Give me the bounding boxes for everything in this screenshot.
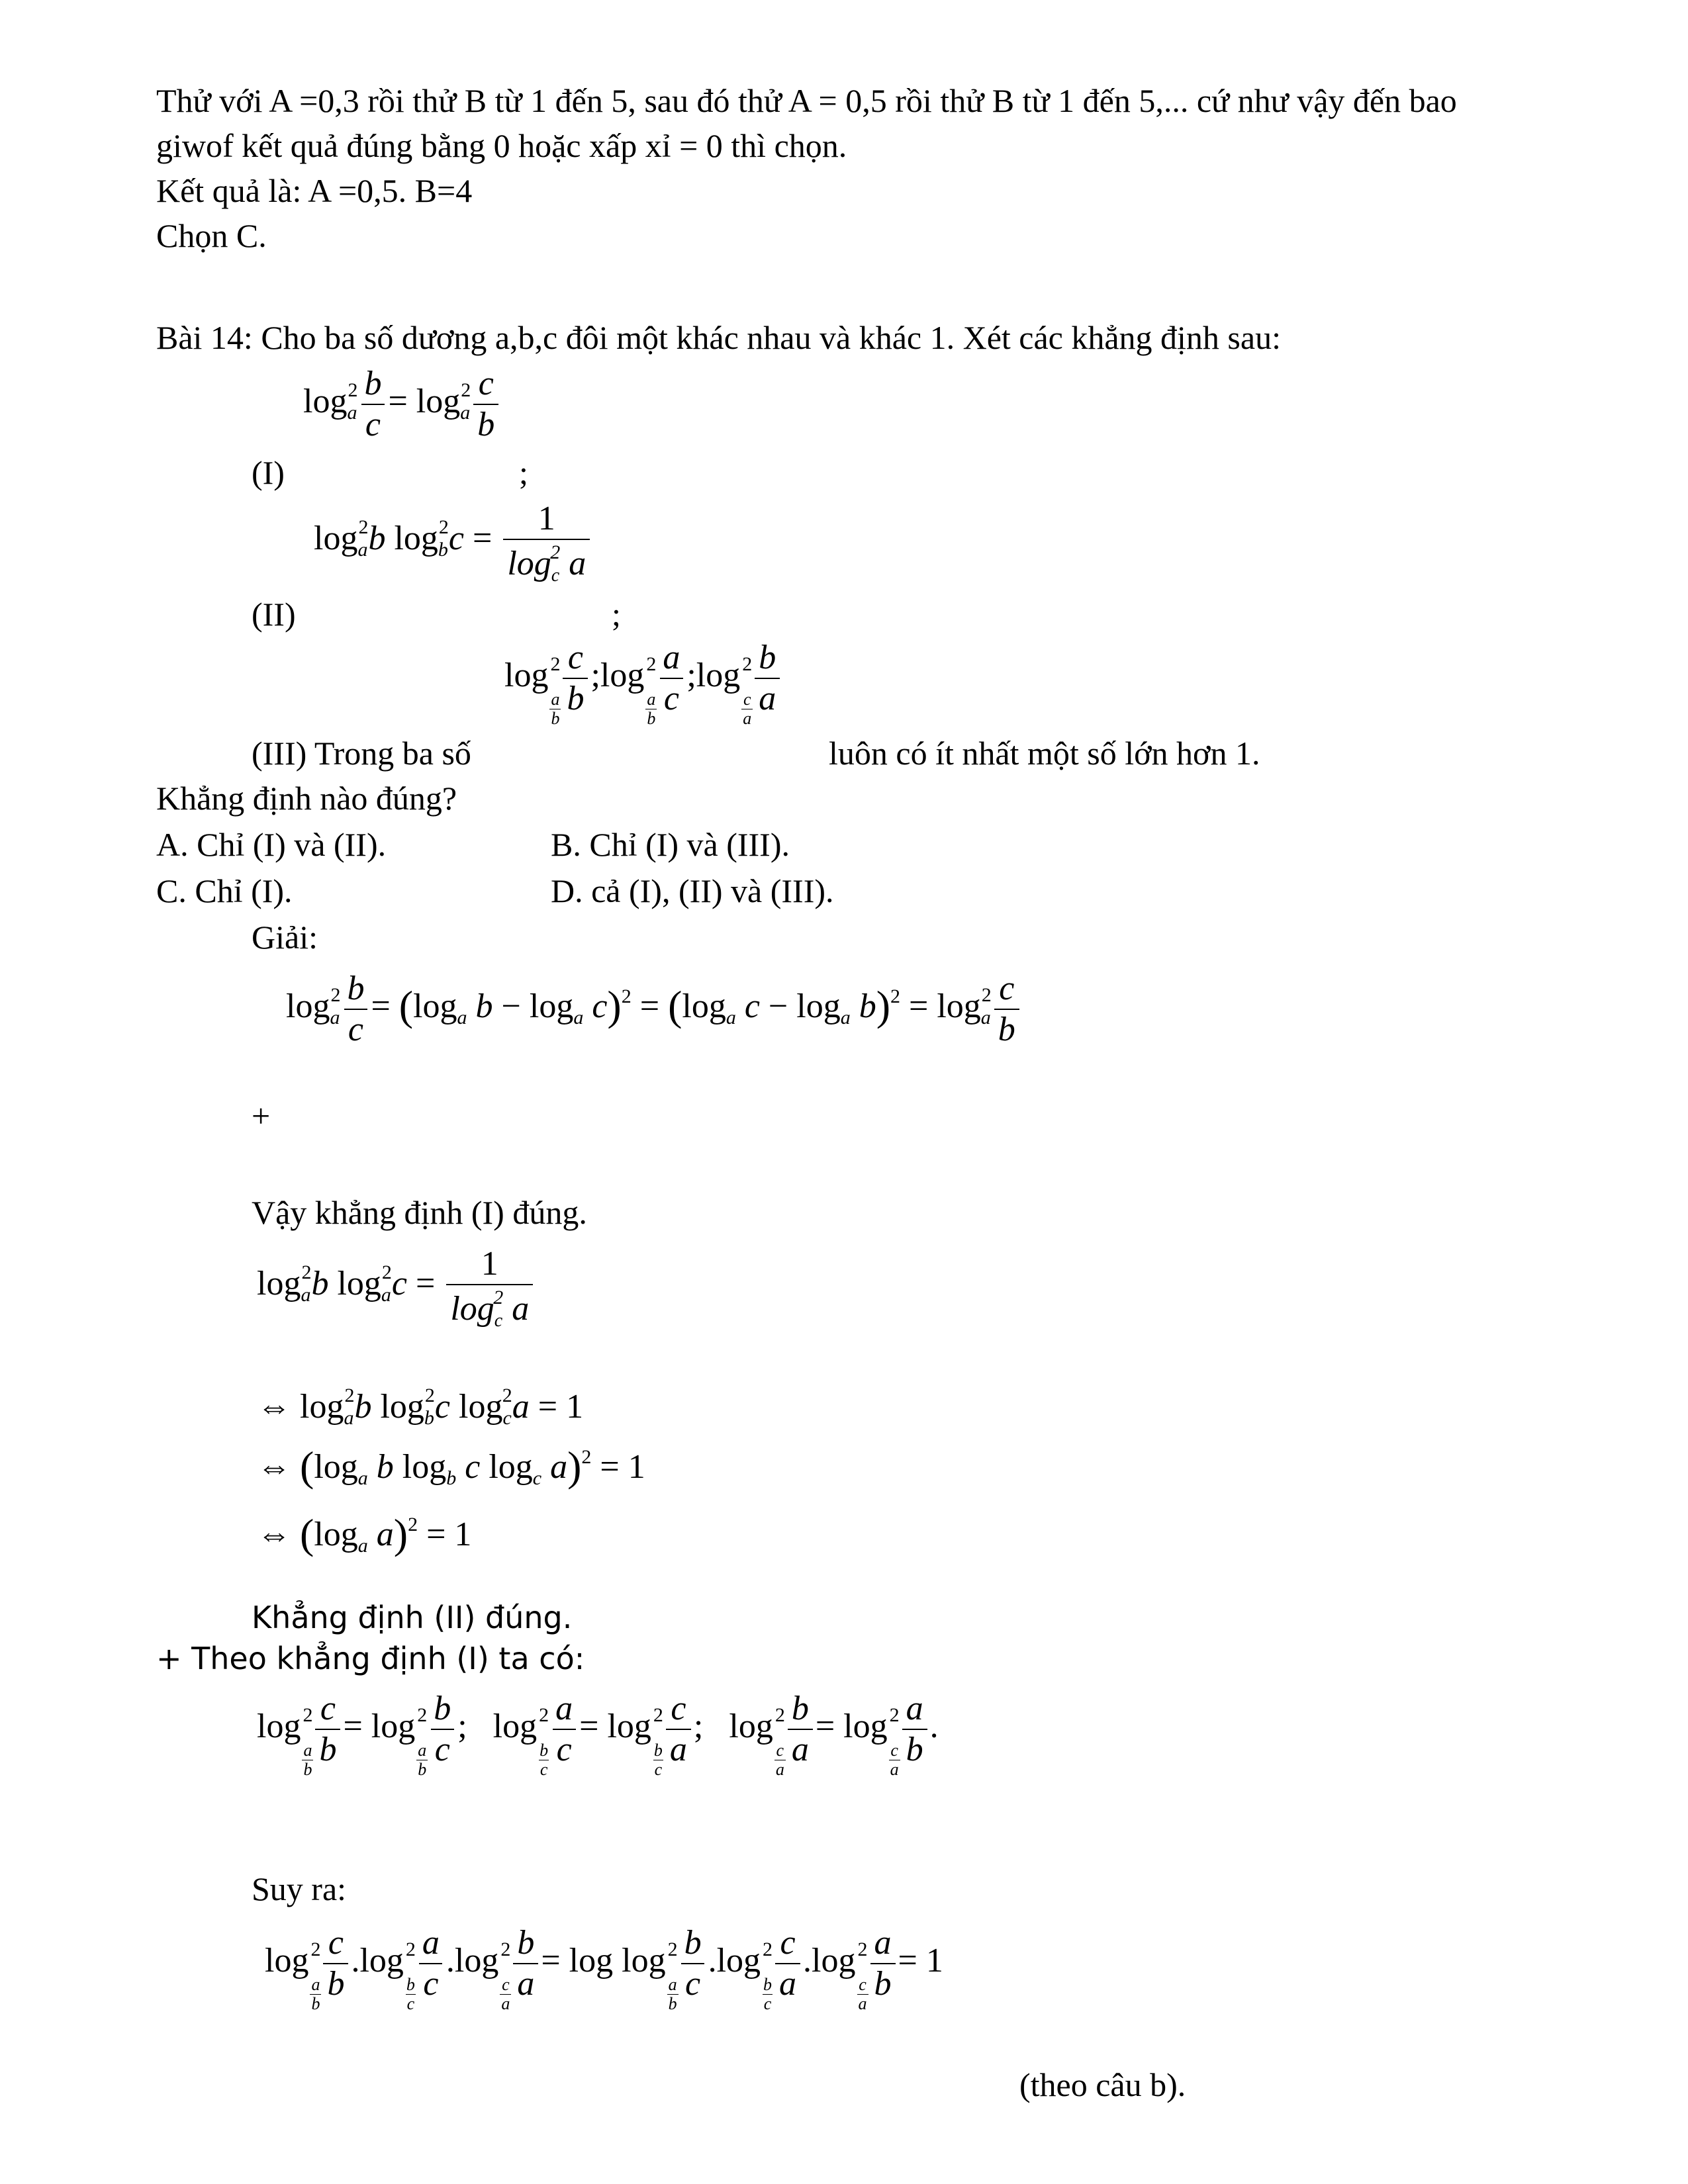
text-line-4: Chọn C. bbox=[156, 217, 267, 254]
iii-text-end: luôn có ít nhất một số lớn hơn 1. bbox=[829, 735, 1260, 772]
text-line-3: Kết quả là: A =0,5. B=4 bbox=[156, 172, 473, 209]
semicolon-i: ; bbox=[519, 454, 528, 491]
suy-ra-label: Suy ra: bbox=[252, 1870, 347, 1907]
semicolon-ii: ; bbox=[612, 596, 621, 633]
theo-khang-dinh-i: + Theo khẳng định (I) ta có: bbox=[156, 1641, 585, 1676]
solution-ii-line-1: $\log_a^2b$ $\log_a^2c$ = $\frac{1}{\log_c^2 a}$ bbox=[257, 1247, 536, 1326]
solution-ii-line-3: ⇔ ($\log_a$ b $\log_b c$ $\log_c a)^2 = 1$ bbox=[257, 1443, 645, 1490]
question: Khẳng định nào đúng? bbox=[156, 780, 457, 817]
problem-statement: Bài 14: Cho ba số dương a,b,c đôi một khác nhau và khác 1. Xét các khẳng định sau: bbox=[156, 319, 1281, 356]
iii-text-start: (III) Trong ba số bbox=[252, 735, 471, 772]
option-c: C. Chỉ (I). bbox=[156, 872, 293, 909]
solution-formula-1: $\log_a^2$ $\frac{b}{c}$ = ($\log_a$ $b - \log_a c)^2 = (\log_a$ $c - \log_a b)^2 = \log_a^2$ $\frac{c}{b}$ bbox=[286, 972, 1022, 1047]
formula-i: $\log_a^2$ $\frac{b}{c}$ = $\log_a^2$ $\frac{c}{b}$ bbox=[303, 367, 501, 442]
solution-ii-line-4: ⇔ ($\log_a$ a)$^2$ = 1 bbox=[257, 1510, 472, 1557]
conclusion-ii: Khẳng định (II) đúng. bbox=[252, 1600, 573, 1635]
formula-iii: log $\frac{a}{b}$ $^2$ $\frac{c}{b}$ ;log $\frac{a}{b}$ $^2$ $\frac{a}{c}$ ;log $\frac{c}{a}$ $^2$ $\frac{b}{a}$ bbox=[504, 641, 782, 727]
product-formula: log $\frac{a}{b}$ $^2$ $\frac{c}{b}$ .log $\frac{b}{c}$ $^2$ $\frac{a}{c}$ .log $\frac{c}{a}$ $^2$ $\frac{b}{a}$ = log log $\frac{a}{b}$ $^2$ $\frac{b}{c}$ .log $\frac{b}{c}$ $^2$ $\frac{c}{a}$ .log $\frac{c}{a}$ $^2$ $\frac{a}{b}$ = 1 bbox=[265, 1924, 943, 2013]
equalities-formula: log $\frac{a}{b}$ $^2$ $\frac{c}{b}$ = log $\frac{a}{b}$ $^2$ $\frac{b}{c}$ ; log $\frac{b}{c}$ $^2$ $\frac{a}{c}$ = log $\frac{b}{c}$ $^2$ $\frac{c}{a}$ ; log $\frac{c}{a}$ $^2$ $\frac{b}{a}$ = log $\frac{c}{a}$ $^2$ $\frac{a}{b}$ . bbox=[257, 1690, 939, 1779]
option-d: D. cả (I), (II) và (III). bbox=[551, 872, 834, 909]
text-line-1: Thử với A =0,3 rồi thử B từ 1 đến 5, sau đó thử A = 0,5 rồi thử B từ 1 đến 5,... cứ như vậy đến bao bbox=[156, 82, 1457, 119]
theo-cau-b: (theo câu b). bbox=[1019, 2066, 1186, 2103]
solution-ii-line-2: ⇔ $\log_a^2b$ $\log_b^2c$ $\log_c^2a = 1$ bbox=[257, 1385, 584, 1429]
plus-sign: + bbox=[252, 1097, 271, 1134]
label-ii: (II) bbox=[252, 596, 296, 633]
option-b: B. Chỉ (I) và (III). bbox=[551, 826, 790, 863]
option-a: A. Chỉ (I) và (II). bbox=[156, 826, 387, 863]
formula-ii: $\log_a^2b$ $\log_b^2c$ = $\frac{1}{\log_c^2 a}$ bbox=[314, 502, 592, 581]
text-line-2: giwof kết quả đúng bằng 0 hoặc xấp xỉ = 0 thì chọn. bbox=[156, 127, 847, 164]
solution-label: Giải: bbox=[252, 919, 318, 956]
label-i: (I) bbox=[252, 454, 285, 491]
conclusion-i: Vậy khẳng định (I) đúng. bbox=[252, 1194, 587, 1231]
